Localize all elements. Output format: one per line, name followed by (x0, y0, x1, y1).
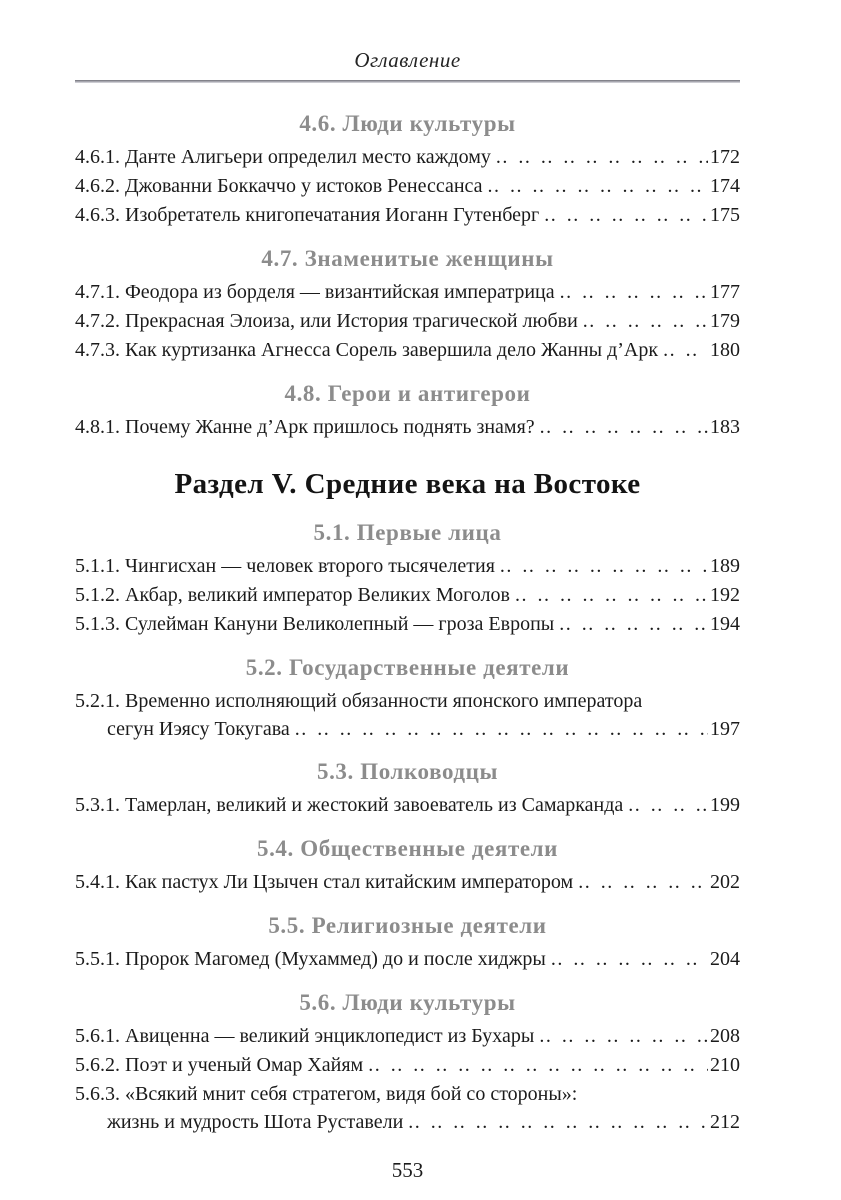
toc-entry-4-7-3 (75, 336, 740, 365)
entry-page-number: 172 (710, 146, 740, 168)
dot-leader (578, 868, 708, 897)
entry-page-number: 180 (710, 339, 740, 361)
section-heading-5-5: 5.5. Религиозные деятели (268, 913, 547, 938)
dot-leader (628, 791, 708, 820)
entry-number: 4.7.2. (75, 310, 120, 332)
entry-page-number: 174 (710, 175, 740, 197)
section-heading-4-8: 4.8. Герои и антигерои (284, 381, 531, 406)
toc-entry-4-7-1 (75, 278, 740, 307)
entry-title: Акбар, великий император Великих Моголов (125, 584, 510, 606)
entry-title: Прекрасная Элоиза, или История трагической любви (125, 310, 578, 332)
dot-leader (496, 143, 708, 172)
entry-number: 5.6.3. (75, 1083, 120, 1105)
toc-entry-4-8-1 (75, 413, 740, 442)
entry-number: 5.2.1. (75, 690, 120, 712)
dot-leader (663, 336, 708, 365)
entry-title: Как пастух Ли Цзычен стал китайским императором (125, 871, 574, 893)
entry-page-number: 204 (710, 948, 740, 970)
dot-leader (559, 610, 708, 639)
entry-page-number: 197 (710, 718, 740, 740)
entry-number: 5.5.1. (75, 948, 120, 970)
entry-number: 5.6.2. (75, 1054, 120, 1076)
entry-page-number: 192 (710, 584, 740, 606)
entry-number: 5.4.1. (75, 871, 120, 893)
entry-page-number: 202 (710, 871, 740, 893)
section-heading-5-3: 5.3. Полководцы (316, 759, 499, 784)
section-heading-4-7: 4.7. Знаменитые женщины (261, 246, 554, 271)
entry-title: Почему Жанне д’Арк пришлось поднять знамя? (125, 416, 535, 438)
toc-entry-5-6-2 (75, 1051, 740, 1080)
entry-page-number: 175 (710, 204, 740, 226)
entry-page-number: 194 (710, 613, 740, 635)
toc-entry-5-2-1 (75, 687, 740, 743)
entry-number: 5.6.1. (75, 1025, 120, 1047)
dot-leader (408, 1109, 708, 1136)
entry-page-number: 208 (710, 1025, 740, 1047)
dot-leader (500, 552, 708, 581)
toc-entry-5-6-1 (75, 1022, 740, 1051)
section-heading-5-4: 5.4. Общественные деятели (256, 836, 559, 861)
section-heading-5-2: 5.2. Государственные деятели (245, 655, 570, 680)
entry-page-number: 199 (710, 794, 740, 816)
dot-leader (560, 278, 708, 307)
toc-entry-4-6-1 (75, 143, 740, 172)
toc-entry-4-7-2 (75, 307, 740, 336)
dot-leader (488, 172, 708, 201)
toc-entry-5-4-1 (75, 868, 740, 897)
entry-title: Изобретатель книгопечатания Иоганн Гутенберг (125, 204, 540, 226)
entry-title: Чингисхан — человек второго тысячелетия (125, 555, 495, 577)
toc-entry-5-6-3 (75, 1080, 740, 1136)
table-of-contents (75, 109, 740, 1136)
toc-entry-5-1-2 (75, 581, 740, 610)
entry-title: Пророк Магомед (Мухаммед) до и после хиджры (125, 948, 546, 970)
section-heading-5-6: 5.6. Люди культуры (299, 990, 516, 1015)
dot-leader (540, 413, 708, 442)
entry-page-number: 189 (710, 555, 740, 577)
entry-title: Временно исполняющий обязанности японского императора (125, 690, 643, 712)
entry-page-number: 210 (710, 1054, 740, 1076)
entry-title: Феодора из борделя — византийская императрица (125, 281, 555, 303)
entry-number: 4.6.2. (75, 175, 120, 197)
entry-title: Авиценна — великий энциклопедист из Бухары (125, 1025, 535, 1047)
running-header: Оглавление (354, 48, 461, 72)
entry-title: Тамерлан, великий и жестокий завоеватель из Самарканда (125, 794, 624, 816)
entry-title: Как куртизанка Агнесса Сорель завершила дело Жанны д’Арк (125, 339, 659, 361)
header-rule (75, 80, 740, 83)
toc-entry-5-1-1 (75, 552, 740, 581)
entry-number: 5.1.3. (75, 613, 120, 635)
dot-leader (583, 307, 708, 336)
toc-entry-5-1-3 (75, 610, 740, 639)
entry-number: 5.1.1. (75, 555, 120, 577)
toc-entry-4-6-2 (75, 172, 740, 201)
entry-page-number: 179 (710, 310, 740, 332)
page-number: 553 (391, 1158, 424, 1182)
entry-title-continuation: сегун Иэясу Токугава (107, 718, 290, 740)
entry-number: 4.7.1. (75, 281, 120, 303)
dot-leader (515, 581, 708, 610)
entry-title: Данте Алигьери определил место каждому (125, 146, 491, 168)
entry-page-number: 183 (710, 416, 740, 438)
dot-leader (539, 1022, 708, 1051)
toc-entry-4-6-3 (75, 201, 740, 230)
dot-leader (544, 201, 708, 230)
entry-number: 4.8.1. (75, 416, 120, 438)
dot-leader (295, 716, 708, 743)
entry-number: 4.6.3. (75, 204, 120, 226)
part-heading-razdel-v: Раздел V. Средние века на Востоке (174, 468, 641, 500)
toc-entry-5-5-1 (75, 945, 740, 974)
entry-number: 4.6.1. (75, 146, 120, 168)
dot-leader (551, 945, 708, 974)
entry-number: 5.3.1. (75, 794, 120, 816)
toc-entry-5-3-1 (75, 791, 740, 820)
section-heading-5-1: 5.1. Первые лица (313, 520, 502, 545)
entry-page-number: 177 (710, 281, 740, 303)
entry-title: Сулейман Кануни Великолепный — гроза Европы (125, 613, 555, 635)
entry-title: Джованни Боккаччо у истоков Ренессанса (125, 175, 483, 197)
section-heading-4-6: 4.6. Люди культуры (299, 111, 516, 136)
entry-number: 5.1.2. (75, 584, 120, 606)
entry-page-number: 212 (710, 1111, 740, 1133)
entry-title: «Всякий мнит себя стратегом, видя бой со стороны»: (125, 1083, 578, 1105)
entry-number: 4.7.3. (75, 339, 120, 361)
dot-leader (368, 1051, 708, 1080)
entry-title-continuation: жизнь и мудрость Шота Руставели (107, 1111, 404, 1133)
entry-title: Поэт и ученый Омар Хайям (125, 1054, 364, 1076)
